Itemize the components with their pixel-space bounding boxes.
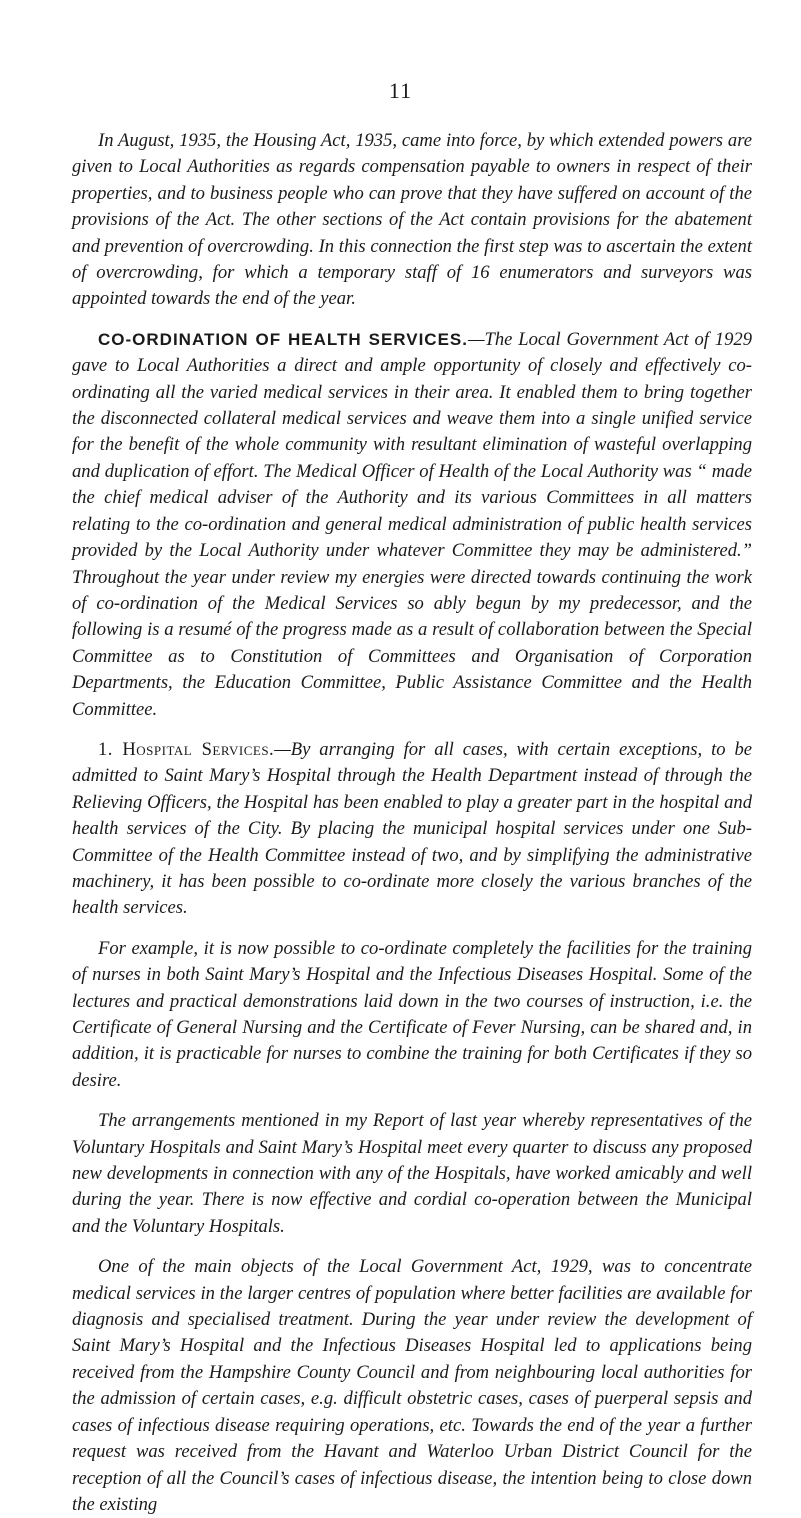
page-number: 11 (388, 78, 413, 103)
paragraph-hospital-services (72, 737, 752, 922)
section-heading: 1. Hospital Services. (98, 738, 275, 760)
paragraph-text: For example, it is now possible to co-ordinate completely the facilities for the training of nurses in both Saint Mary’s Hospital and the Infectious Diseases Hospital. Some of the lectures and practical demonstrations laid down in the two courses of instruction, i.e. the Certificate of General Nursing and the Certificate of Fever Nursing, can be shared and, in addition, it is practicable for nurses to combine the training for both Certificates if they so desire. (72, 937, 752, 1091)
paragraph-housing-act (72, 128, 752, 313)
paragraph-nurse-training (72, 936, 752, 1094)
paragraph-text: The arrangements mentioned in my Report of last year whereby representatives of the Voluntary Hospitals and Saint Mary’s Hospital meet every quarter to discuss any proposed new developments in connection with any of the Hospitals, have worked amicably and well during the year. There is now effective and cordial co-operation between the Municipal and the Voluntary Hospitals. (72, 1110, 752, 1237)
paragraph-voluntary-hospitals (72, 1108, 752, 1240)
body-text (72, 128, 752, 1518)
section-heading: CO-ORDINATION OF HEALTH SERVICES. (98, 329, 468, 349)
paragraph-text: —By arranging for all cases, with certain exceptions, to be admitted to Saint Mary’s Hospital through the Health Department instead of through the Relieving Officers, the Hospital has been enabled to play a greater part in the hospital and health services of the City. By placing the municipal hospital services under one Sub-Committee of the Health Committee instead of two, and by simplifying the administrative machinery, it has been possible to co-ordinate more closely the various branches of the health services. (72, 738, 752, 919)
paragraph-text: One of the main objects of the Local Government Act, 1929, was to concentrate medical services in the larger centres of population where better facilities are available for diagnosis and specialised treatment. During the year under review the development of Saint Mary’s Hospital and the Infectious Diseases Hospital led to applications being received from the Hampshire County Council and from neighbouring local authorities for the admission of certain cases, e.g. difficult obstetric cases, cases of puerperal sepsis and cases of infectious disease requiring operations, etc. Towards the end of the year a further request was received from the Havant and Waterloo Urban District Council for the reception of all the Council’s cases of infectious disease, the intention being to close down the existing (72, 1256, 752, 1515)
paragraph-local-government-act (72, 1254, 752, 1518)
paragraph-text: —The Local Government Act of 1929 gave to Local Authorities a direct and ample opportunity of closely and effectively co-ordinating all the varied medical services in their area. It enabled them to bring together the disconnected collateral medical services and weave them into a single unified service for the benefit of the whole community with resultant elimination of wasteful overlapping and duplication of effort. The Medical Officer of Health of the Local Authority was “ made the chief medical adviser of the Authority and its various Committees in all matters relating to the co-ordination and general medical administration of public health services provided by the Local Authority under whatever Committee they may be administered.” Throughout the year under review my energies were directed towards continuing the work of co-ordination of the Medical Services so ably begun by my predecessor, and the following is a resumé of the progress made as a result of collaboration between the Special Committee as to Constitution of Committees and Organisation of Corporation Departments, the Education Committee, Public Assistance Committee and the Health Committee. (72, 328, 752, 720)
paragraph-co-ordination (72, 327, 752, 723)
paragraph-text: In August, 1935, the Housing Act, 1935, came into force, by which extended powers are given to Local Authorities as regards compensation payable to owners in respect of their properties, and to business people who can prove that they have suffered on account of the provisions of the Act. The other sections of the Act contain provisions for the abatement and prevention of overcrowding. In this connection the first step was to ascertain the extent of overcrowding, for which a temporary staff of 16 enumerators and surveyors was appointed towards the end of the year. (72, 130, 752, 310)
